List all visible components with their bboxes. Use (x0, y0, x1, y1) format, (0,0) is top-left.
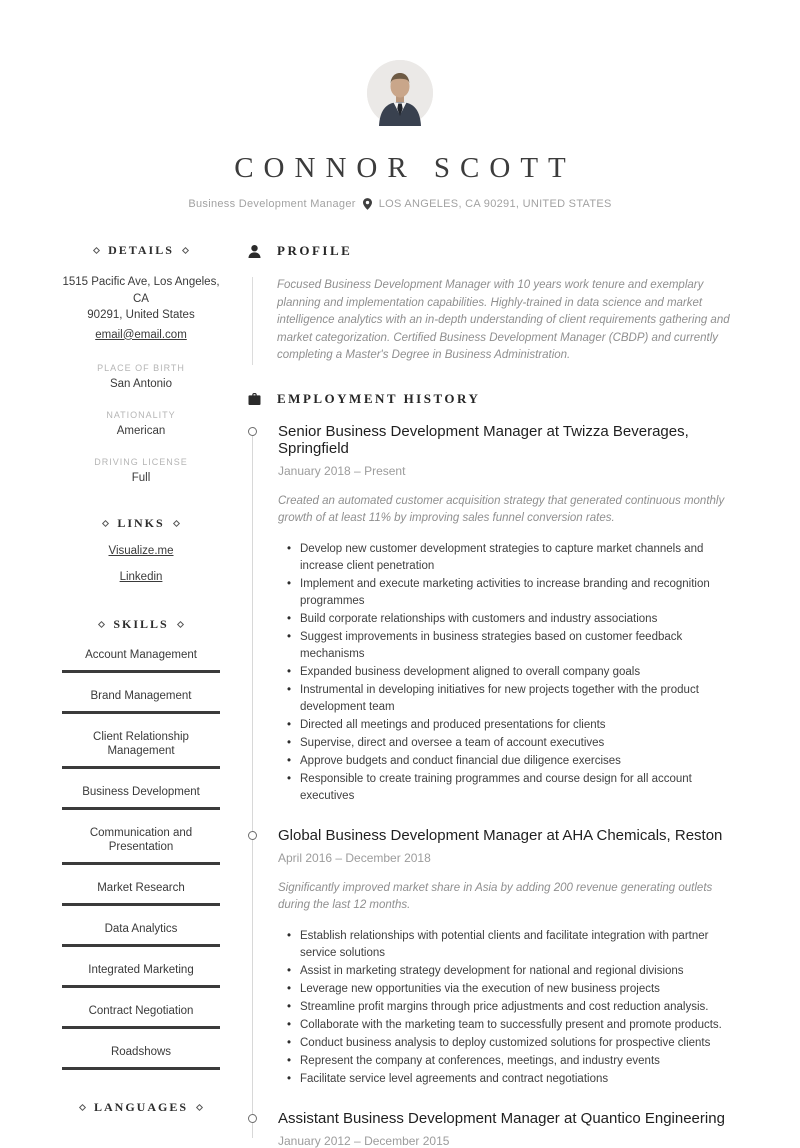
skill-level-bar (62, 711, 220, 714)
skill-item (62, 785, 220, 810)
skill-item (62, 689, 220, 714)
job-title: Global Business Development Manager at AHA Chemicals, Reston (278, 826, 723, 844)
email-link[interactable]: email@email.com (95, 328, 187, 341)
skill-level-bar (62, 985, 220, 988)
skill-level-bar (62, 766, 220, 769)
address-line-1: 1515 Pacific Ave, Los Angeles, CA (62, 276, 220, 305)
address-block (62, 274, 220, 324)
avatar (367, 60, 433, 126)
diamond-ornament-icon (98, 620, 105, 627)
diamond-ornament-icon (173, 519, 180, 526)
skill-item (62, 1045, 220, 1070)
person-icon (248, 245, 261, 258)
job-bullet: • Expanded business development aligned to overall company goals (287, 664, 740, 681)
skill-item (62, 648, 220, 673)
profile-summary: Focused Business Development Manager with 10 years work tenure and exemplary planning and implementation capabilities. Highly-trained in data science and market intelligence analytics with an in-depth understanding of client requirements gathering and market categorization. Certified Business Development Manager (CBDP) and currently completing a Master's Degree in Business Administration. (252, 277, 740, 365)
skill-level-bar (62, 862, 220, 865)
header-job-title: Business Development Manager (188, 198, 356, 210)
skill-label: Brand Management (90, 689, 192, 702)
skill-item (62, 826, 220, 865)
employment-section (248, 391, 740, 1148)
skill-item (62, 1004, 220, 1029)
job-bullet: • Leverage new opportunities via the execution of new business projects (287, 981, 740, 998)
diamond-ornament-icon (177, 620, 184, 627)
skill-item (62, 963, 220, 988)
skill-level-bar (62, 1026, 220, 1029)
diamond-ornament-icon (196, 1103, 203, 1110)
main-content (248, 243, 740, 1148)
job-bullet: • Instrumental in developing initiatives for new projects together with the product development team (287, 682, 740, 716)
languages-heading-label: LANGUAGES (93, 1099, 188, 1114)
candidate-name: CONNOR SCOTT (234, 152, 576, 184)
skills-heading-label: SKILLS (113, 616, 169, 631)
details-heading-label: DETAILS (108, 243, 174, 257)
skill-label: Contract Negotiation (88, 1004, 194, 1017)
profile-section (248, 243, 740, 365)
skill-level-bar (62, 944, 220, 947)
job-entry-3 (248, 1110, 740, 1148)
job-bullet-list (278, 928, 740, 1088)
job-entry-1 (248, 423, 740, 805)
driving-license-label: DRIVING LICENSE (94, 456, 188, 467)
job-bullet: • Responsible to create training programmes and course design for all account executives (287, 771, 740, 805)
links-heading (62, 516, 220, 531)
nationality-value: American (116, 424, 166, 437)
links-heading-label: LINKS (117, 515, 165, 530)
job-summary: Created an automated customer acquisition strategy that generated continuous monthly growth of at least 11% by improving sales funnel conversion rates. (278, 494, 725, 524)
skills-heading (62, 617, 220, 632)
skill-label: Data Analytics (104, 922, 178, 935)
job-bullet: • Facilitate service level agreements and contract negotiations (287, 1071, 740, 1088)
skill-label: Market Research (97, 881, 185, 894)
skill-label: Business Development (82, 785, 200, 798)
driving-license-value: Full (131, 471, 151, 484)
sidebar (62, 243, 220, 1115)
employment-heading-label: EMPLOYMENT HISTORY (277, 390, 481, 406)
skill-level-bar (62, 807, 220, 810)
job-summary: Significantly improved market share in Asia by adding 200 revenue generating outlets during the last 12 months. (278, 881, 713, 911)
diamond-ornament-icon (182, 247, 189, 254)
job-dates: April 2016 – December 2018 (278, 850, 431, 865)
address-line-2: 90291, United States (87, 309, 195, 321)
diamond-ornament-icon (93, 247, 100, 254)
nationality-label: NATIONALITY (106, 409, 176, 420)
job-bullet-list (278, 541, 740, 805)
resume-header (0, 0, 800, 210)
job-dates: January 2012 – December 2015 (278, 1133, 450, 1148)
link-linkedin[interactable]: Linkedin (119, 570, 163, 583)
job-title: Senior Business Development Manager at Twizza Beverages, Springfield (278, 422, 689, 457)
skill-label: Communication and Presentation (89, 826, 193, 853)
header-location: LOS ANGELES, CA 90291, UNITED STATES (378, 198, 612, 210)
avatar-photo-silhouette (367, 60, 433, 126)
header-subtitle (0, 198, 800, 210)
job-title: Assistant Business Development Manager at Quantico Engineering (278, 1109, 725, 1127)
job-bullet: • Conduct business analysis to deploy customized solutions for prospective clients (287, 1035, 740, 1052)
job-bullet: • Represent the company at conferences, meetings, and industry events (287, 1053, 740, 1070)
job-bullet: • Directed all meetings and produced presentations for clients (287, 717, 740, 734)
skill-label: Client Relationship Management (93, 730, 189, 757)
job-bullet: • Implement and execute marketing activities to increase branding and recognition programmes (287, 576, 740, 610)
job-bullet: • Approve budgets and conduct financial due diligence exercises (287, 753, 740, 770)
diamond-ornament-icon (79, 1103, 86, 1110)
skill-item (62, 922, 220, 947)
job-bullet: • Supervise, direct and oversee a team of account executives (287, 735, 740, 752)
details-heading (62, 243, 220, 258)
skill-item (62, 730, 220, 769)
employment-timeline (248, 423, 740, 1148)
job-dates: January 2018 – Present (278, 463, 406, 478)
job-bullet: • Establish relationships with potential clients and facilitate integration with partner service solutions (287, 928, 740, 962)
skills-list (62, 648, 220, 1070)
job-bullet: • Develop new customer development strategies to capture market channels and increase client penetration (287, 541, 740, 575)
job-bullet: • Build corporate relationships with customers and industry associations (287, 611, 740, 628)
briefcase-icon (248, 393, 261, 405)
location-pin-icon (363, 198, 372, 210)
job-bullet: • Collaborate with the marketing team to successfully present and promote products. (287, 1017, 740, 1034)
diamond-ornament-icon (102, 519, 109, 526)
skill-level-bar (62, 670, 220, 673)
link-visualize-me[interactable]: Visualize.me (108, 544, 174, 557)
job-entry-2 (248, 827, 740, 1088)
languages-heading (62, 1100, 220, 1115)
skill-label: Account Management (85, 648, 197, 661)
place-of-birth-label: PLACE OF BIRTH (97, 362, 185, 373)
job-bullet: • Suggest improvements in business strategies based on customer feedback mechanisms (287, 629, 740, 663)
skill-label: Integrated Marketing (88, 963, 194, 976)
job-bullet: • Streamline profit margins through price adjustments and cost reduction analysis. (287, 999, 740, 1016)
job-bullet: • Assist in marketing strategy development for national and regional divisions (287, 963, 740, 980)
skill-label: Roadshows (110, 1045, 172, 1058)
links-list (62, 531, 220, 583)
profile-heading (248, 243, 740, 259)
skill-level-bar (62, 903, 220, 906)
skill-level-bar (62, 1067, 220, 1070)
profile-heading-label: PROFILE (277, 243, 353, 258)
place-of-birth-value: San Antonio (109, 377, 173, 390)
skill-item (62, 881, 220, 906)
employment-heading (248, 391, 740, 407)
